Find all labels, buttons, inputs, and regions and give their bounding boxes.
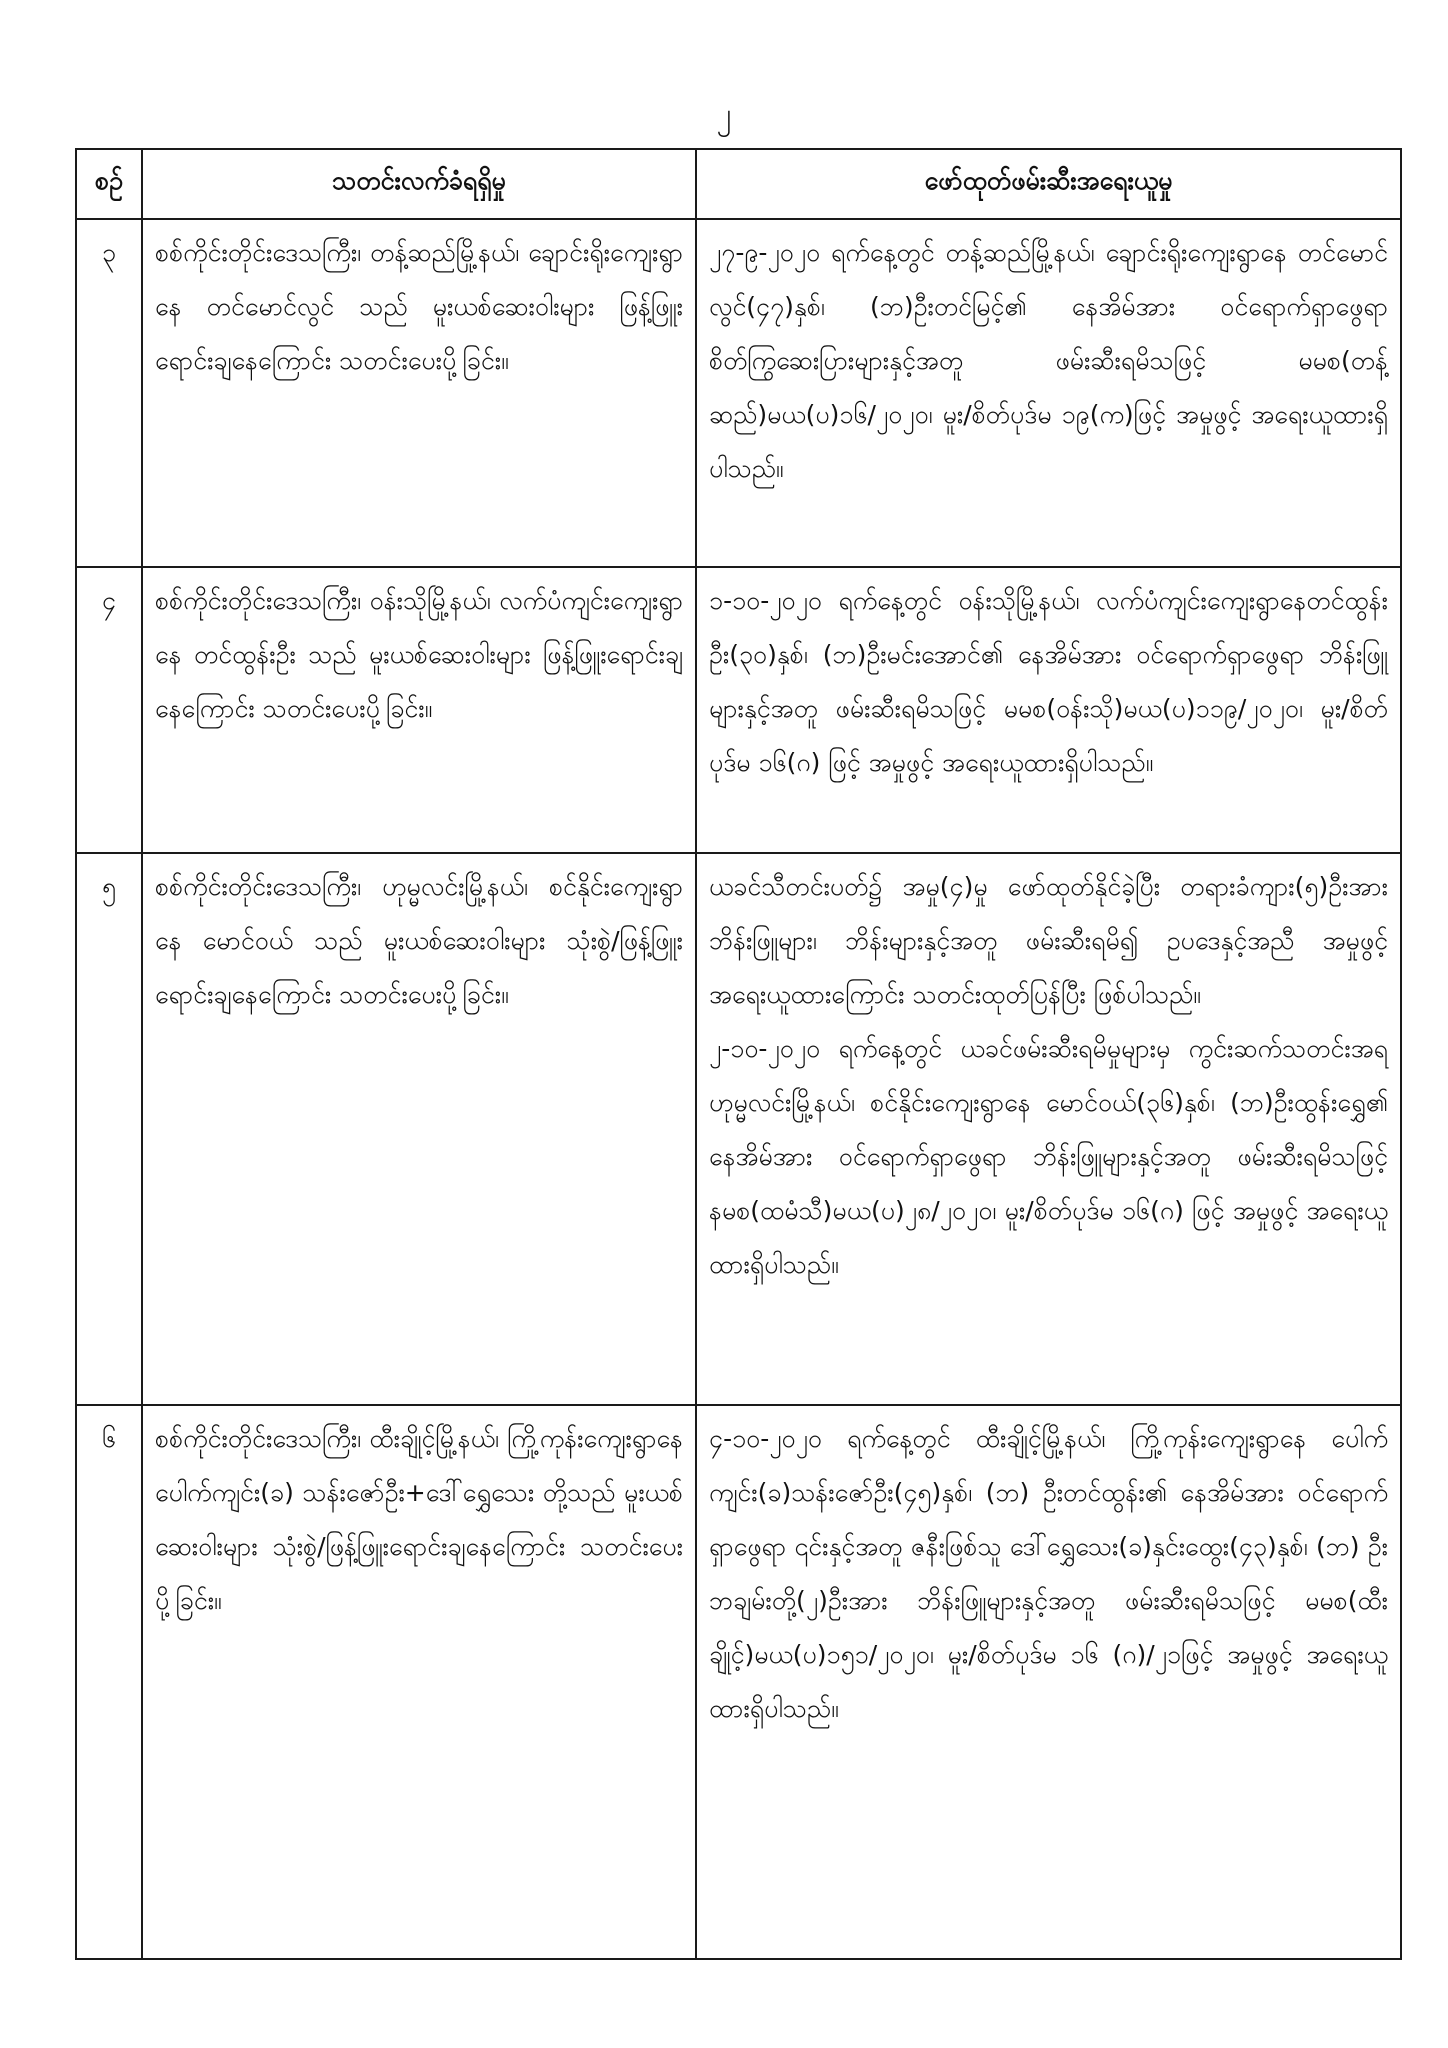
row-action-cell bbox=[696, 853, 1401, 1405]
row-report-text: စစ်ကိုင်းတိုင်းဒေသကြီး၊ တန့်ဆည်မြို့နယ်၊ ချောင်းရိုးကျေးရွာနေ တင်မောင်လွင် သည် မူးယစ်ဆေးဝါးများ ဖြန့်ဖြူး ရောင်းချနေကြောင်း သတင်းပေးပို့ခြင်း။ bbox=[142, 219, 696, 567]
table-row bbox=[76, 219, 1401, 567]
row-serial-no: ၆ bbox=[76, 1405, 142, 1959]
row-action-cell bbox=[696, 219, 1401, 567]
row-action-text: ယခင်သီတင်းပတ်၌ အမှု(၄)မှု ဖော်ထုတ်နိုင်ခဲ့ပြီး တရားခံကျား(၅)ဦးအား ဘိန်းဖြူများ၊ ဘိန်းများနှင့်အတူ ဖမ်းဆီးရမိ၍ ဥပဒေနှင့်အညီ အမှုဖွင့်အရေးယူထားကြောင်း သတင်းထုတ်ပြန်ပြီး ဖြစ်ပါသည်။ bbox=[709, 872, 1388, 1009]
row-serial-no: ၄ bbox=[76, 567, 142, 853]
case-report-table bbox=[75, 148, 1402, 1960]
table-row bbox=[76, 853, 1401, 1405]
table-row bbox=[76, 567, 1401, 853]
row-serial-no: ၅ bbox=[76, 853, 142, 1405]
row-serial-no: ၃ bbox=[76, 219, 142, 567]
table-row bbox=[76, 1405, 1401, 1959]
row-action-text: ၂၇-၉-၂၀၂၀ ရက်နေ့တွင် တန့်ဆည်မြို့နယ်၊ ချောင်းရိုးကျေးရွာနေ တင်မောင်လွင်(၄၇)နှစ်၊ (ဘ)ဦးတင်မြင့်၏ နေအိမ်အား ဝင်ရောက်ရှာဖွေရာ စိတ်ကြွဆေးပြားများနှင့်အတူ ဖမ်းဆီးရမိသဖြင့် မမစ(တန့်ဆည်)မယ(ပ)၁၆/၂၀၂၀၊ မူး/စိတ်ပုဒ်မ ၁၉(က)ဖြင့် အမှုဖွင့် အရေးယူထားရှိပါသည်။ bbox=[709, 238, 1388, 483]
table-header-row bbox=[76, 149, 1401, 219]
row-action-cell bbox=[696, 1405, 1401, 1959]
header-serial-no: စဉ် bbox=[76, 149, 142, 219]
row-action-text: ၂-၁၀-၂၀၂၀ ရက်နေ့တွင် ယခင်ဖမ်းဆီးရမိမှုများမှ ကွင်းဆက်သတင်းအရ ဟုမ္မလင်းမြို့နယ်၊ စင်နိုင်းကျေးရွာနေ မောင်ဝယ်(၃၆)နှစ်၊ (ဘ)ဦးထွန်းရွှေ၏ နေအိမ်အား ဝင်ရောက်ရှာဖွေရာ ဘိန်းဖြူများနှင့်အတူ ဖမ်းဆီးရမိသဖြင့် နမစ(ထမံသီ)မယ(ပ)၂၈/၂၀၂၀၊ မူး/စိတ်ပုဒ်မ ၁၆(ဂ) ဖြင့် အမှုဖွင့် အရေးယူထားရှိပါသည်။ bbox=[709, 1034, 1388, 1279]
page-number: ၂ bbox=[716, 97, 732, 132]
row-report-text: စစ်ကိုင်းတိုင်းဒေသကြီး၊ ထီးချိုင့်မြို့နယ်၊ ကြို့ကုန်းကျေးရွာနေ ပေါက်ကျင်း(ခ) သန်းဇော်ဦး+ဒေါ်ရွှေသေး တို့သည် မူးယစ်ဆေးဝါးများ သုံးစွဲ/ဖြန့်ဖြူးရောင်းချနေကြောင်း သတင်းပေးပို့ခြင်း။ bbox=[142, 1405, 696, 1959]
header-report-received: သတင်းလက်ခံရရှိမှု bbox=[142, 149, 696, 219]
row-action-text: ၁-၁၀-၂၀၂၀ ရက်နေ့တွင် ဝန်းသိုမြို့နယ်၊ လက်ပံကျင်းကျေးရွာနေတင်ထွန်းဦး(၃၀)နှစ်၊ (ဘ)ဦးမင်းအောင်၏ နေအိမ်အား ဝင်ရောက်ရှာဖွေရာ ဘိန်းဖြူများနှင့်အတူ ဖမ်းဆီးရမိသဖြင့် မမစ(ဝန်းသို)မယ(ပ)၁၁၉/၂၀၂၀၊ မူး/စိတ်ပုဒ်မ ၁၆(ဂ) ဖြင့် အမှုဖွင့် အရေးယူထားရှိပါသည်။ bbox=[709, 586, 1388, 777]
row-action-cell bbox=[696, 567, 1401, 853]
row-report-text: စစ်ကိုင်းတိုင်းဒေသကြီး၊ ဟုမ္မလင်းမြို့နယ်၊ စင်နိုင်းကျေးရွာနေ မောင်ဝယ် သည် မူးယစ်ဆေးဝါးများ သုံးစွဲ/ဖြန့်ဖြူး ရောင်းချနေကြောင်း သတင်းပေးပို့ခြင်း။ bbox=[142, 853, 696, 1405]
header-action-taken: ဖော်ထုတ်ဖမ်းဆီးအရေးယူမှု bbox=[696, 149, 1401, 219]
row-action-text: ၄-၁၀-၂၀၂၀ ရက်နေ့တွင် ထီးချိုင့်မြို့နယ်၊ ကြို့ကုန်းကျေးရွာနေ ပေါက်ကျင်း(ခ)သန်းဇော်ဦး(၄၅)နှစ်၊ (ဘ) ဦးတင်ထွန်း၏ နေအိမ်အား ဝင်ရောက်ရှာဖွေရာ ၎င်းနှင့်အတူ ဇနီးဖြစ်သူ ဒေါ်ရွှေသေး(ခ)နှင်းထွေး(၄၃)နှစ်၊ (ဘ) ဦးဘချမ်းတို့(၂)ဦးအား ဘိန်းဖြူများနှင့်အတူ ဖမ်းဆီးရမိသဖြင့် မမစ(ထီးချိုင့်)မယ(ပ)၁၅၁/၂၀၂၀၊ မူး/စိတ်ပုဒ်မ ၁၆ (ဂ)/၂၁ဖြင့် အမှုဖွင့် အရေးယူထားရှိပါသည်။ bbox=[709, 1424, 1388, 1723]
row-report-text: စစ်ကိုင်းတိုင်းဒေသကြီး၊ ဝန်းသိုမြို့နယ်၊ လက်ပံကျင်းကျေးရွာနေ တင်ထွန်းဦး သည် မူးယစ်ဆေးဝါးများ ဖြန့်ဖြူးရောင်းချနေကြောင်း သတင်းပေးပို့ခြင်း။ bbox=[142, 567, 696, 853]
